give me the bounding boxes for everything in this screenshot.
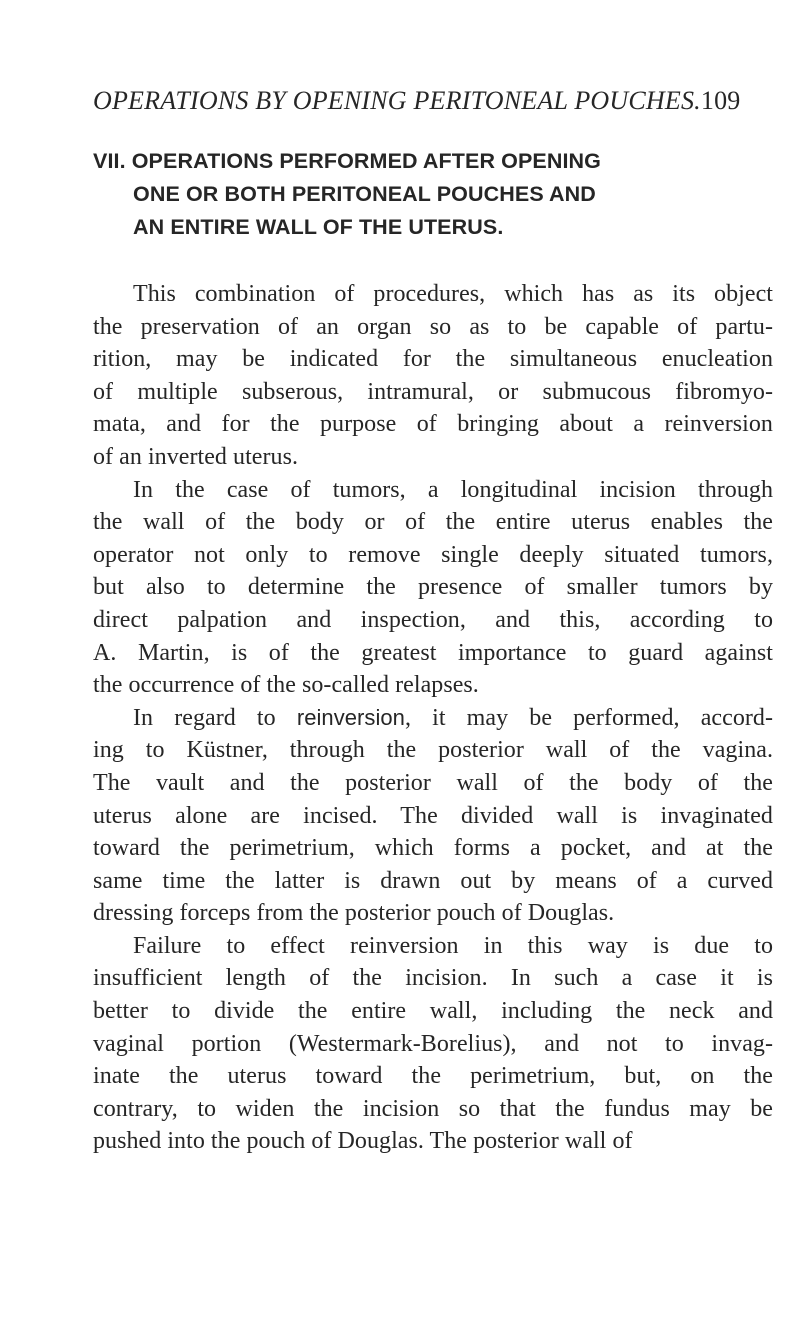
text-line: toward the perimetrium, which forms a pocket, and at the: [93, 835, 773, 862]
text-line: rition, may be indicated for the simultaneous enucleation: [93, 346, 773, 373]
text-line: the occurrence of the so-called relapses.: [93, 672, 479, 699]
text-line: but also to determine the presence of smaller tumors by: [93, 574, 773, 601]
text-line: In the case of tumors, a longitudinal incision through: [133, 476, 773, 503]
running-head-title: OPERATIONS BY OPENING PERITONEAL POUCHES.: [93, 86, 701, 115]
page-number: 109: [700, 86, 741, 115]
text-line: the preservation of an organ so as to be capable of partu-: [93, 313, 773, 340]
text-line: Failure to effect reinversion in this way is due to: [133, 932, 773, 959]
text-line: vaginal portion (Westermark-Borelius), and not to invag-: [93, 1030, 773, 1057]
text-line: insufficient length of the incision. In such a case it is: [93, 965, 773, 992]
text-line: uterus alone are incised. The divided wall is invaginated: [93, 802, 773, 829]
text-line: dressing forceps from the posterior pouch of Douglas.: [93, 900, 615, 927]
section-heading: [93, 145, 773, 244]
paragraph: [93, 702, 773, 930]
text-line: inate the uterus toward the perimetrium, but, on the: [93, 1063, 773, 1090]
text-line: ing to Küstner, through the posterior wall of the vagina.: [93, 737, 773, 764]
text-line: better to divide the entire wall, including the neck and: [93, 998, 773, 1025]
text-line: A. Martin, is of the greatest importance to guard against: [93, 639, 773, 666]
text-fragment: In regard to: [133, 704, 297, 731]
heading-line: VII. OPERATIONS PERFORMED AFTER OPENING: [93, 149, 601, 173]
running-head: [93, 86, 773, 116]
text-line: mata, and for the purpose of bringing about a reinversion: [93, 411, 773, 438]
text-line: same time the latter is drawn out by means of a curved: [93, 867, 773, 894]
text-line: direct palpation and inspection, and this, according to: [93, 606, 773, 633]
heading-line: AN ENTIRE WALL OF THE UTERUS.: [133, 215, 504, 239]
text-fragment: , it may be performed, accord-: [404, 704, 773, 731]
text-line: the wall of the body or of the entire uterus enables the: [93, 509, 773, 536]
emphasis-word: reinversion: [296, 704, 405, 730]
paragraph: [93, 278, 773, 474]
text-line: operator not only to remove single deeply situated tumors,: [93, 541, 773, 568]
text-line: This combination of procedures, which has as its object: [133, 281, 773, 307]
text-line: contrary, to widen the incision so that the fundus may be: [93, 1095, 773, 1122]
text-line: pushed into the pouch of Douglas. The posterior wall of: [93, 1128, 633, 1155]
text-line: [93, 702, 773, 735]
heading-line: ONE OR BOTH PERITONEAL POUCHES AND: [133, 182, 596, 206]
paragraph: [93, 930, 773, 1158]
text-line: of multiple subserous, intramural, or submucous fibromyo-: [93, 378, 773, 405]
body-text: [93, 278, 773, 1158]
text-line: The vault and the posterior wall of the body of the: [93, 769, 773, 796]
paragraph: [93, 474, 773, 702]
text-line: of an inverted uterus.: [93, 443, 299, 470]
